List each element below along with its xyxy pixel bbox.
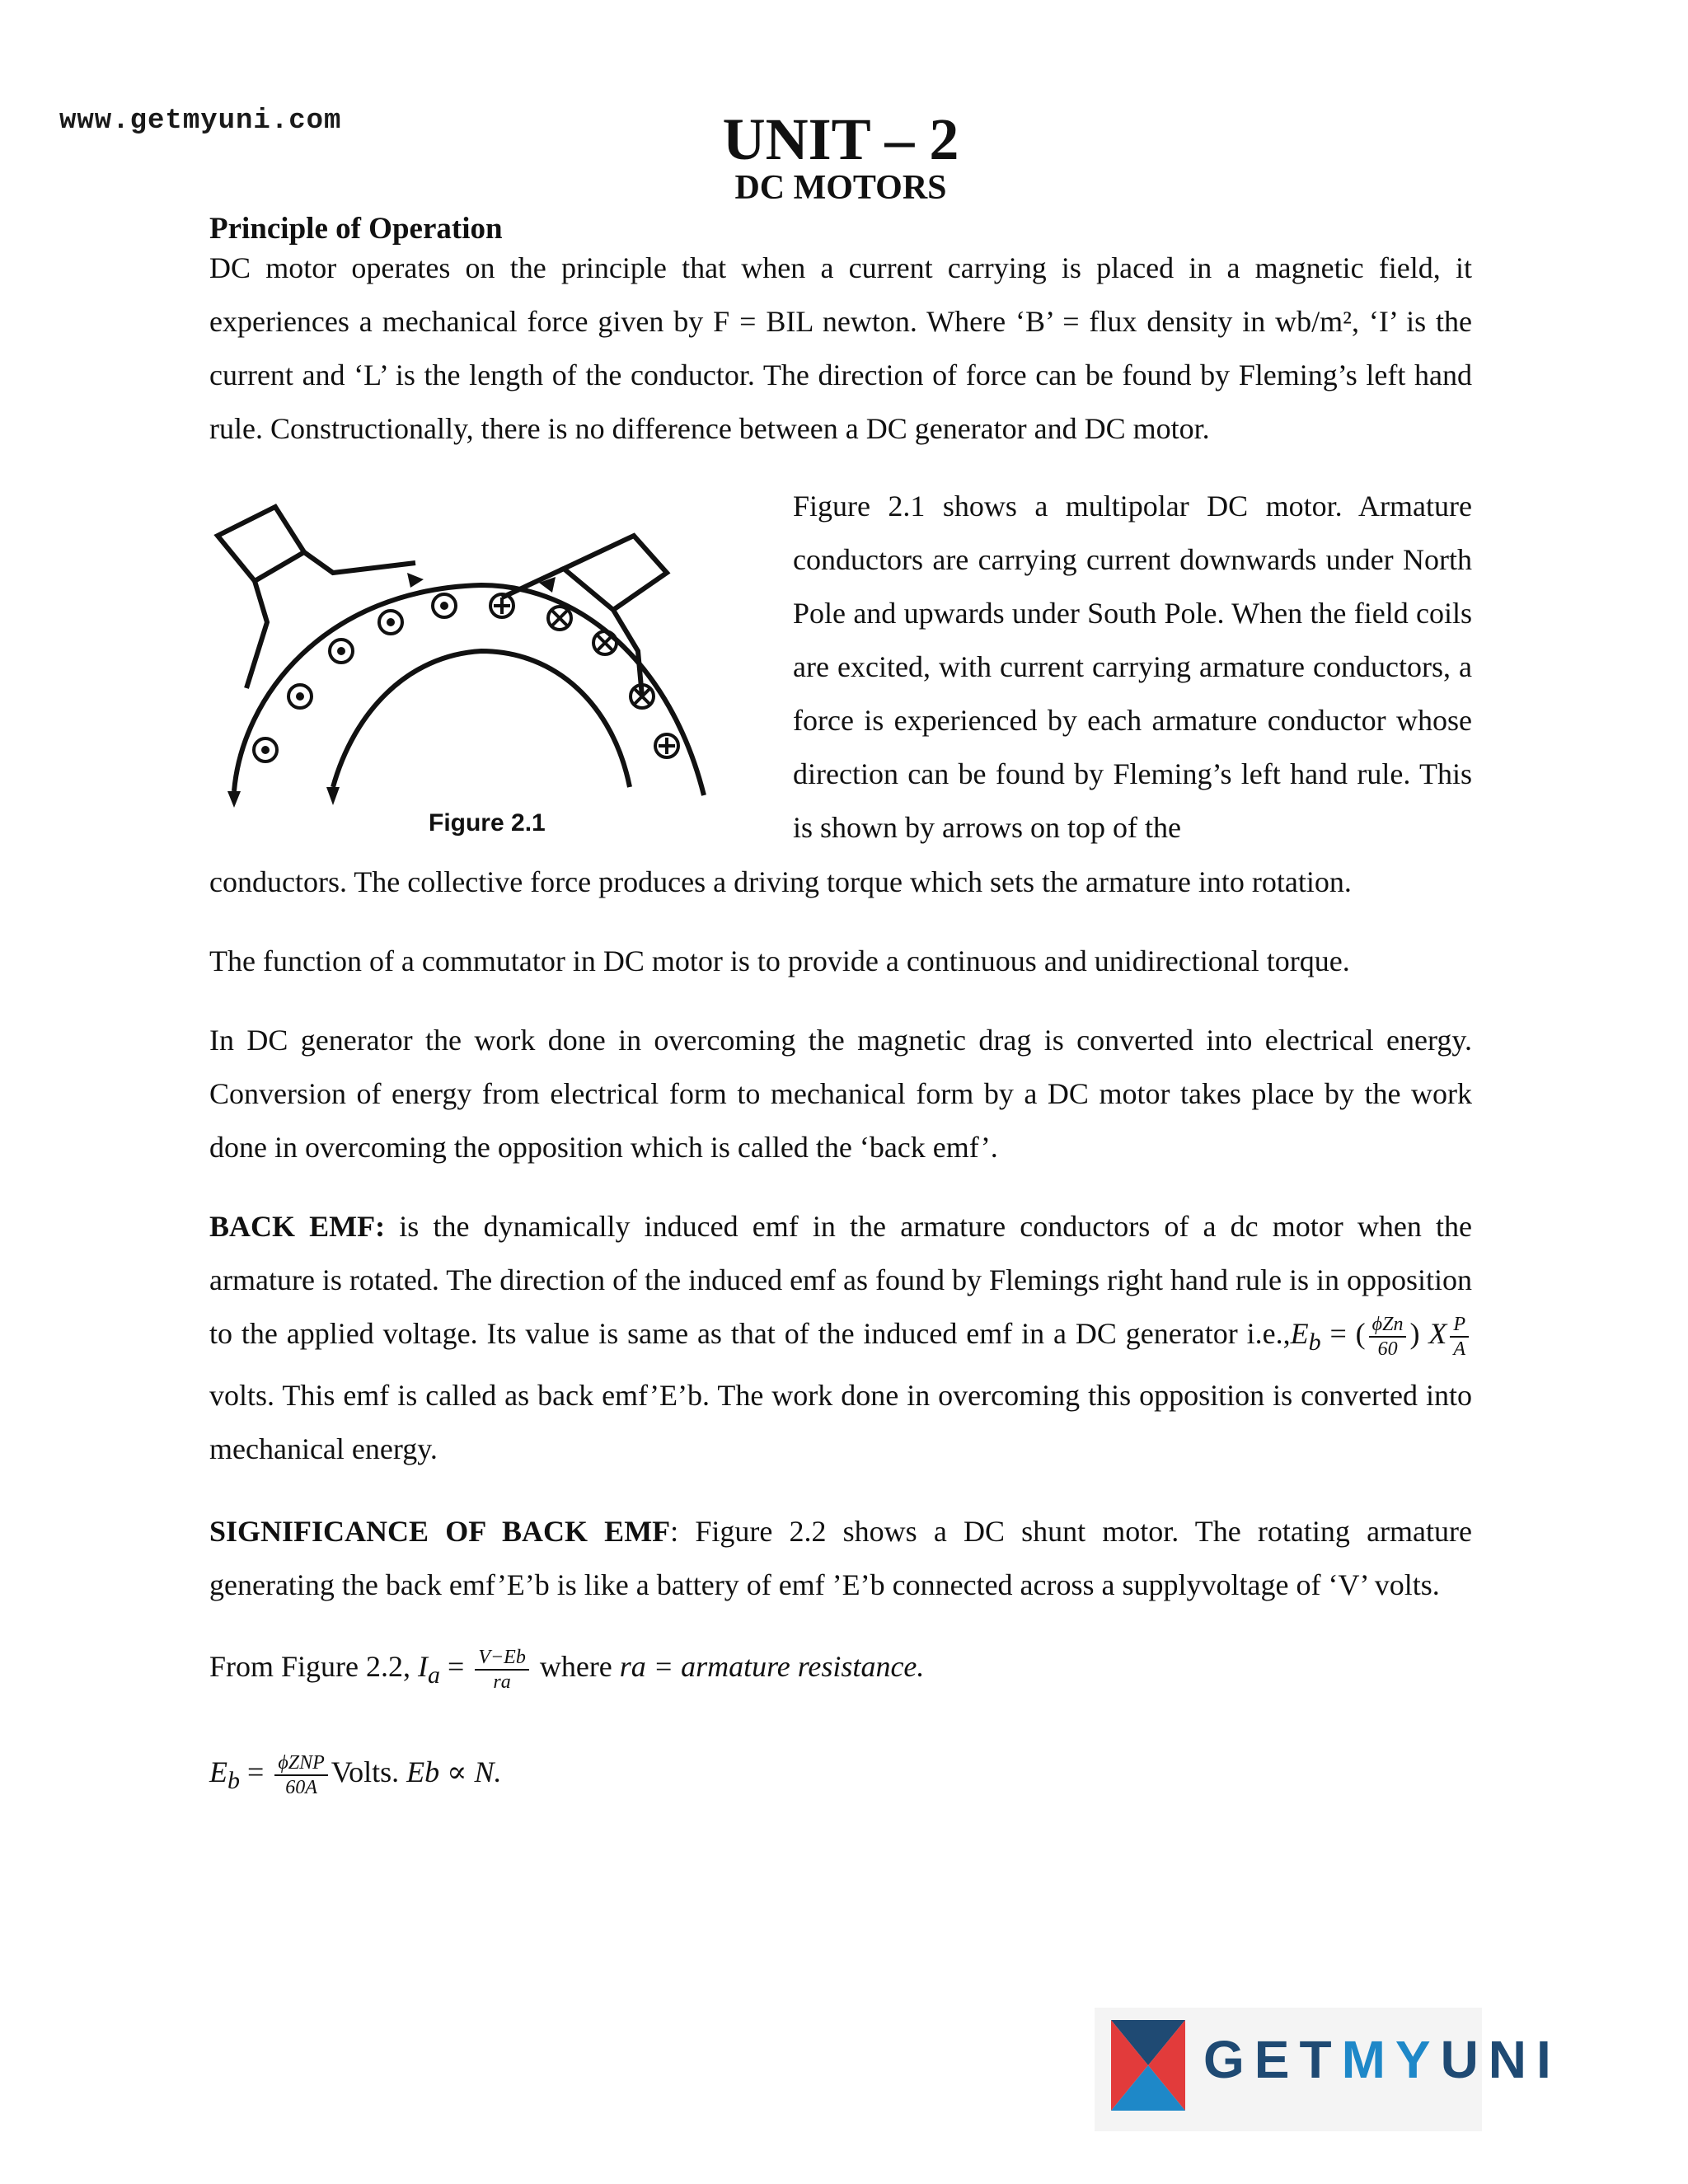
back-emf-paragraph: BACK EMF: is the dynamically induced emf in the armature conductors of a dc motor when the armature is rotated. The direction of the induced emf as found by Flemings right hand rule is in opposition to the applied voltage. Its value is same as that of the induced emf in a DC generator $i.e.,E_b$ = ( $\frac{\text{ϕZn}}{60}$ ) X $\frac{P}{A}$ volts. This emf is called as back emf’E’b. The work done in overcoming this opposition is converted into mechanical energy. xyxy=(209,1210,1473,1466)
figure-description: Figure 2.1 shows a multipolar DC motor. Armature conductors are carrying current downwards under North Pole and upwards under South Pole. When the field coils are excited, with current carrying armature conductors, a force is experienced by each armature conductor whose direction can be found by Fleming’s left hand rule. This is shown by arrows on top of the xyxy=(793,490,1472,844)
significance-paragraph xyxy=(209,1505,1472,1612)
pole-n xyxy=(564,536,667,610)
formula2-unit: Volts. xyxy=(331,1755,400,1788)
principle-paragraph: DC motor operates on the principle that when a current carrying is placed in a magnetic field, it experiences a mechanical force given by F = BIL newton. Where ‘B’ = flux density in wb/m², ‘I’ is the current and ‘L’ is the length of the conductor. The direction of force can be found by Fleming’s left hand rule. Constructionally, there is no difference between a DC generator and DC motor. xyxy=(209,251,1472,445)
formula2-prop: Eb ∝ N. xyxy=(406,1755,502,1788)
section-heading-principle: Principle of Operation xyxy=(209,212,503,246)
formula-ia: From Figure 2.2, $I_a$ = $\frac{V-Eb}{ra}$ where ra = armature resistance. xyxy=(209,1646,925,1693)
ia-symbol: I xyxy=(418,1650,429,1683)
fraction-p-a: $\frac{P}{A}$ xyxy=(1450,1313,1469,1361)
back-emf-ie: i.e., xyxy=(1246,1317,1291,1350)
back-emf-tail: volts. This emf is called as back emf’E’b. The work done in overcoming this xyxy=(209,1379,1132,1413)
energy-paragraph: In DC generator the work done in overcoming the magnetic drag is converted into electrical energy. Conversion of energy from electrical form to mechanical form by a DC motor takes place by the work done in overcoming the opposition which is called the ‘back emf’. xyxy=(209,1024,1472,1164)
formula-eb: $E_b$ = $\frac{\text{ϕZNP}}{60A}$ Volts. Eb ∝ N. xyxy=(209,1751,502,1798)
pole-s xyxy=(218,507,304,581)
site-url: www.getmyuni.com xyxy=(59,105,342,137)
page-title: UNIT – 2 xyxy=(722,106,959,172)
fraction-v-eb-ra: $\frac{V-Eb}{ra}$ xyxy=(475,1646,529,1694)
page-subtitle: DC MOTORS xyxy=(734,169,947,207)
logo-wordmark: GETMYUNI xyxy=(1203,2030,1561,2089)
significance-text: : Figure 2.2 shows a DC shunt motor. The rotating armature generating the back emf’E’b is like a battery of emf ’E’b connected across a supplyvoltage of ‘V’ volts. xyxy=(209,1515,1472,1601)
fraction-phizn-60: $\frac{\text{ϕZn}}{60}$ xyxy=(1369,1313,1407,1361)
formula1-rhs: ra = armature resistance. xyxy=(619,1650,925,1683)
eb-lhs: E xyxy=(209,1755,227,1788)
commutator-paragraph: The function of a commutator in DC motor is to provide a continuous and unidirectional torque. xyxy=(209,944,1350,977)
formula1-where: where xyxy=(539,1650,612,1683)
fraction-phiznp-60a: $\frac{\text{ϕZNP}}{60A}$ xyxy=(274,1751,327,1799)
figure-caption: Figure 2.1 xyxy=(429,809,546,837)
back-emf-last: opposition is converted into mechanical energy. xyxy=(209,1379,1473,1466)
figure-continuation: conductors. The collective force produces a driving torque which sets the armature into rotation. xyxy=(209,865,1352,898)
formula1-lead: From Figure 2.2, xyxy=(209,1650,411,1683)
figure-2-1-diagram xyxy=(209,499,770,812)
back-emf-label: BACK EMF: xyxy=(209,1210,386,1243)
eb-symbol: E xyxy=(1290,1317,1309,1350)
significance-label: SIGNIFICANCE OF BACK EMF xyxy=(209,1515,671,1548)
back-emf-text: is the dynamically induced emf in the armature conductors of a dc motor when the armature is rotated. The direction of the induced emf as found by Flemings right hand rule is in opposition to the applied voltage. Its value is same as that of the induced emf in a DC generator xyxy=(209,1210,1473,1350)
times-x: X xyxy=(1428,1317,1447,1350)
